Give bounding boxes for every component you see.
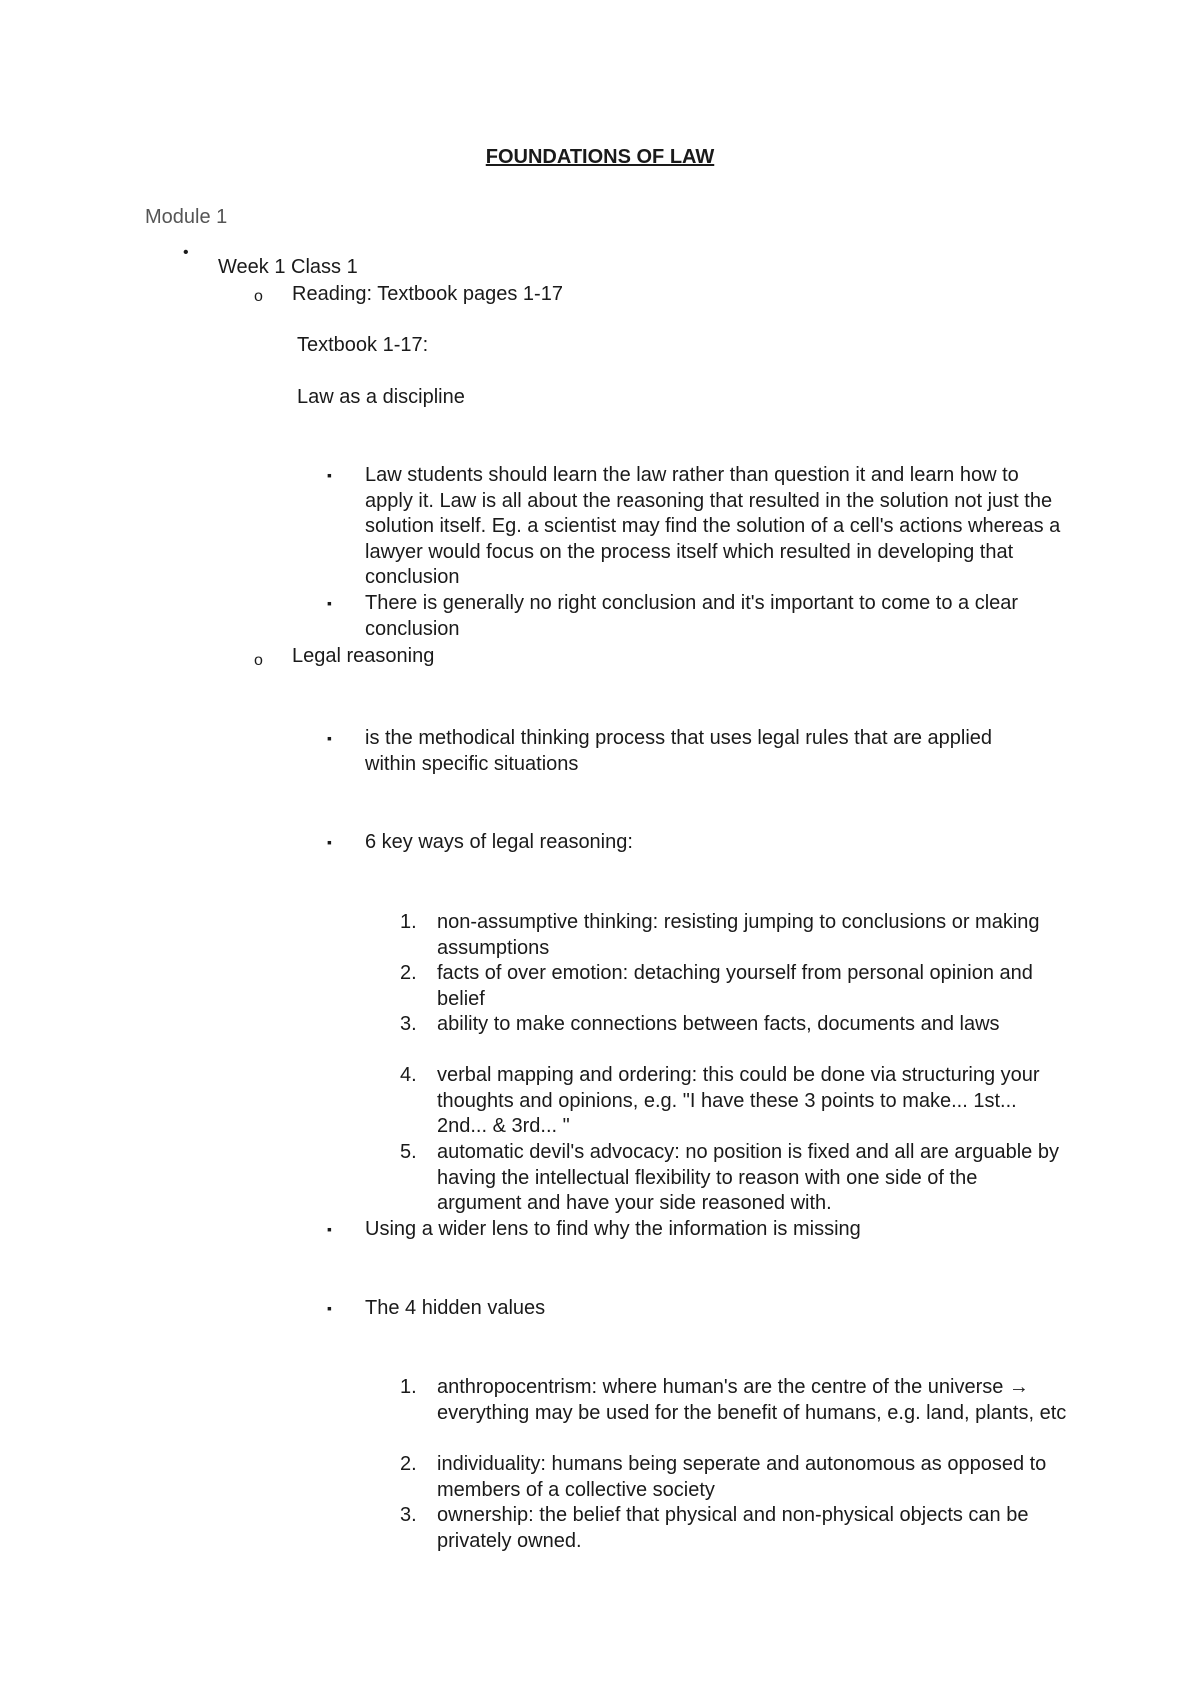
reasoning-way-item: ability to make connections between facts, documents and laws	[437, 1013, 1000, 1035]
hidden-value-item: ownership: the belief that physical and non-physical objects can be privately owned.	[437, 1504, 1029, 1552]
square-marker: ▪	[327, 834, 332, 850]
list-number: 3.	[400, 1013, 417, 1035]
discipline-point: Law students should learn the law rather than question it and learn how to apply it. Law is all about the reasoning that resulted in the solution not just the solution itself. Eg. a scientist may find the solution of a cell's actions whereas a lawyer would focus on the process itself which resulted in developing that conclusion	[365, 464, 1061, 589]
list-number: 2.	[400, 1453, 417, 1475]
list-number: 3.	[400, 1504, 417, 1526]
textbook-label: Textbook 1-17:	[297, 334, 429, 356]
legal-reasoning-point: is the methodical thinking process that uses legal rules that are applied within specific situations	[365, 727, 993, 775]
square-marker: ▪	[327, 1221, 332, 1237]
square-marker: ▪	[327, 595, 332, 611]
square-marker: ▪	[327, 467, 332, 483]
reading-line: Reading: Textbook pages 1-17	[292, 283, 563, 305]
circle-marker: o	[254, 288, 263, 305]
list-number: 1.	[400, 1376, 417, 1398]
reasoning-way-item: verbal mapping and ordering: this could be done via structuring your thoughts and opinions, e.g. "I have these 3 points to make... 1st... 2nd... & 3rd... "	[437, 1064, 1040, 1138]
reasoning-way-item: automatic devil's advocacy: no position is fixed and all are arguable by having the intellectual flexibility to reason with one side of the argument and have your side reasoned with.	[437, 1141, 1059, 1215]
hidden-value-item: anthropocentrism: where human's are the centre of the universe → everything may be used for the benefit of humans, e.g. land, plants, etc	[437, 1376, 1067, 1424]
reasoning-way-item: facts of over emotion: detaching yourself from personal opinion and belief	[437, 962, 1033, 1010]
list-number: 5.	[400, 1141, 417, 1163]
reasoning-way-item: non-assumptive thinking: resisting jumping to conclusions or making assumptions	[437, 911, 1040, 959]
module-label: Module 1	[145, 206, 228, 228]
legal-reasoning-heading: Legal reasoning	[292, 645, 435, 667]
circle-marker: o	[254, 652, 263, 669]
list-number: 4.	[400, 1064, 417, 1086]
legal-reasoning-point: Using a wider lens to find why the information is missing	[365, 1218, 861, 1240]
square-marker: ▪	[327, 1300, 332, 1316]
discipline-heading: Law as a discipline	[297, 386, 465, 408]
list-number: 2.	[400, 962, 417, 984]
document-title: FOUNDATIONS OF LAW	[485, 146, 715, 168]
legal-reasoning-point: 6 key ways of legal reasoning:	[365, 831, 633, 853]
list-number: 1.	[400, 911, 417, 933]
week-heading: Week 1 Class 1	[218, 256, 358, 278]
hidden-value-item: individuality: humans being seperate and autonomous as opposed to members of a collective society	[437, 1453, 1047, 1501]
bullet-marker: •	[183, 244, 189, 261]
discipline-point: There is generally no right conclusion and it's important to come to a clear conclusion	[365, 592, 1019, 640]
square-marker: ▪	[327, 730, 332, 746]
legal-reasoning-point: The 4 hidden values	[365, 1297, 546, 1319]
